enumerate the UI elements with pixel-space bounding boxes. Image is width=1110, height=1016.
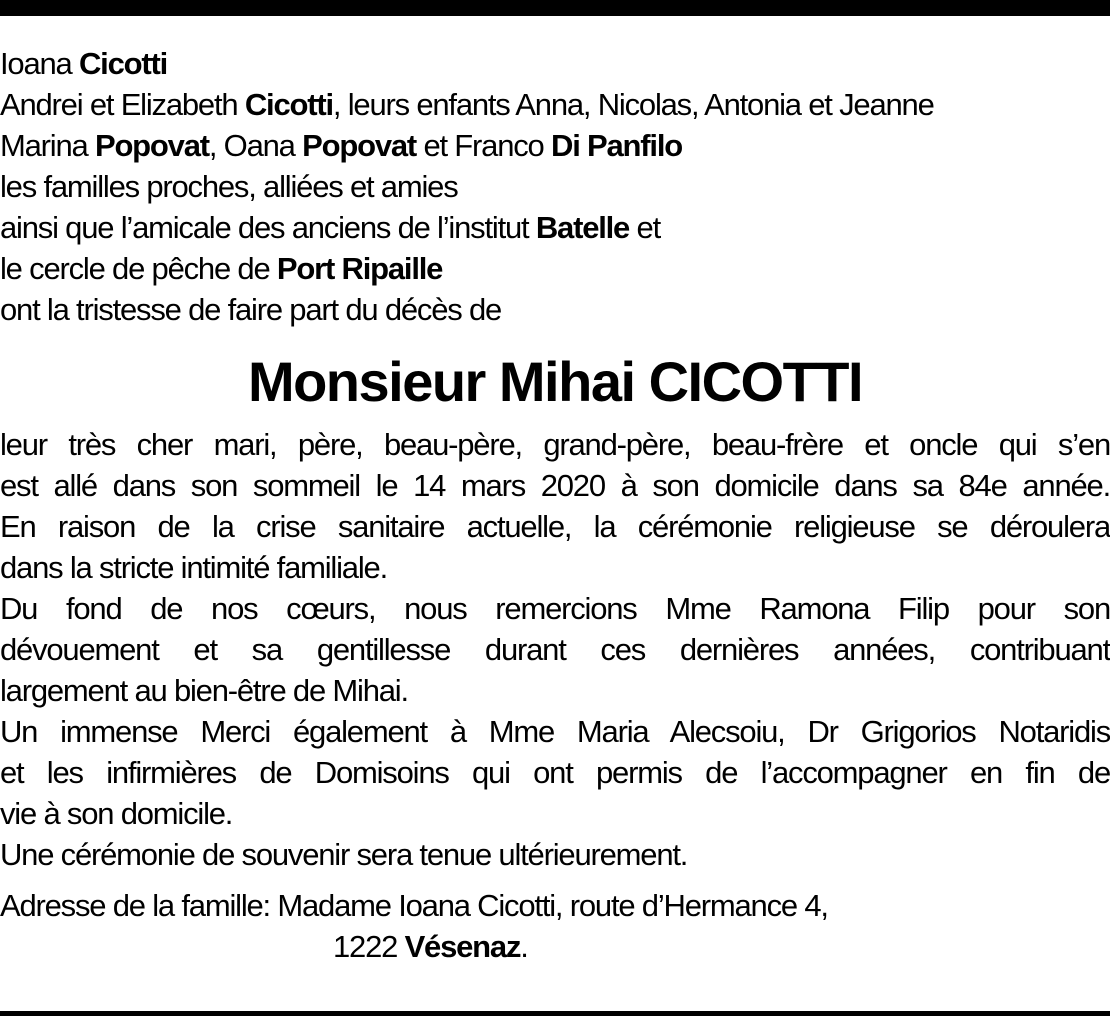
- address-line-2: 1222 Vésenaz.: [333, 929, 528, 964]
- body-line: leur très cher mari, père, beau-père, grand-père, beau-frère et oncle qui s’en: [0, 427, 1110, 462]
- announcer-line-7: ont la tristesse de faire part du décès de: [0, 292, 502, 327]
- body-line: est allé dans son sommeil le 14 mars 2020 à son domicile dans sa 84e année.: [0, 468, 1110, 503]
- announcer-line-2: Andrei et Elizabeth Cicotti, leurs enfants Anna, Nicolas, Antonia et Jeanne: [0, 87, 934, 122]
- announcer-line-5: ainsi que l’amicale des anciens de l’institut Batelle et: [0, 210, 660, 245]
- obituary-notice: [0, 43, 1110, 967]
- body-line: vie à son domicile.: [0, 796, 233, 831]
- body-line: et les infirmières de Domisoins qui ont permis de l’accompagner en fin de: [0, 755, 1110, 790]
- address-line-1: Adresse de la famille: Madame Ioana Cicotti, route d’Hermance 4,: [0, 888, 828, 923]
- paragraph-thanks-caregiver: [0, 588, 1110, 711]
- body-line: Une cérémonie de souvenir sera tenue ultérieurement.: [0, 837, 688, 872]
- body-line: dévouement et sa gentillesse durant ces dernières années, contribuant: [0, 632, 1110, 667]
- body-line: dans la stricte intimité familiale.: [0, 550, 387, 585]
- announcers-block: [0, 43, 1110, 330]
- announcer-line-4: les familles proches, alliées et amies: [0, 169, 458, 204]
- body-line: En raison de la crise sanitaire actuelle, la cérémonie religieuse se déroulera: [0, 509, 1110, 544]
- announcer-line-6: le cercle de pêche de Port Ripaille: [0, 251, 443, 286]
- bottom-rule: [0, 1011, 1110, 1016]
- paragraph-memorial: [0, 834, 1110, 875]
- paragraph-ceremony: [0, 506, 1110, 588]
- body-line: Un immense Merci également à Mme Maria Alecsoiu, Dr Grigorios Notaridis: [0, 714, 1110, 749]
- notice-body: [0, 424, 1110, 875]
- top-rule: [0, 0, 1110, 16]
- deceased-title: Monsieur Mihai CICOTTI: [247, 350, 863, 413]
- body-line: largement au bien-être de Mihai.: [0, 673, 408, 708]
- body-line: Du fond de nos cœurs, nous remercions Mme Ramona Filip pour son: [0, 591, 1110, 626]
- family-address: [0, 885, 1110, 967]
- announcer-line-3: Marina Popovat, Oana Popovat et Franco Di Panfilo: [0, 128, 682, 163]
- paragraph-thanks-medical: [0, 711, 1110, 834]
- announcer-line-1: Ioana Cicotti: [0, 46, 168, 81]
- paragraph-tribute: [0, 424, 1110, 506]
